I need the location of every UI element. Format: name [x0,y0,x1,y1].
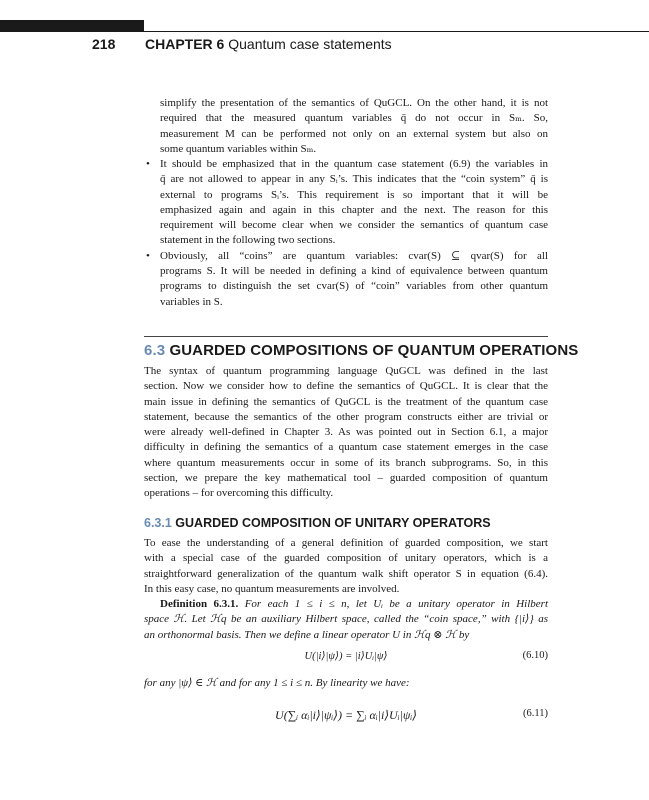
definition-text: For each 1 ≤ i ≤ n, let Uᵢ be a unitary operator in Hilbert [244,598,549,610]
bullet-line: programs S. It will be needed in defining a kind of equivalence between quantum [160,265,548,278]
bullet-line: It should be emphasized that in the quantum case statement (6.9) the variables in [160,158,548,170]
bullet-line: emphasized again and again in this chapter and the next. The reason for this [160,203,548,216]
chapter-heading [145,36,392,52]
subsection-line: with a special case of the guarded composition of unitary operators, which is a [144,552,548,565]
after-equation-text [144,676,548,691]
page-number: 218 [92,36,116,52]
chapter-title: Quantum case statements [228,36,392,52]
section-rule [144,336,548,337]
bullet-line: q̄ are not allowed to appear in any Sᵢ’s. This indicates that the “coin system” q̄ is [160,173,548,186]
header-rule [144,31,649,32]
definition-line [144,597,548,612]
definition-block [144,597,548,643]
subsection-heading [144,516,491,530]
section-line: operations – for overcoming this difficulty. [144,487,334,500]
intro-line: measurement M can be performed not only on an external system but also on [160,127,548,140]
bullet-line: requirement will become clear when we consider the semantics of quantum case [160,219,548,232]
section-line: where quantum measurements occur in some of its branch subprograms. So, in this [144,456,548,469]
intro-line: simplify the presentation of the semantics of QuGCL. On the other hand, it is not [160,97,548,109]
subsection-line: straightforward generalization of the quantum walk shift operator S in equation (6.4). [144,567,548,580]
bullet-line: variables in S. [160,295,223,308]
definition-label: Definition 6.3.1. [160,598,239,610]
subsection-title: GUARDED COMPOSITION OF UNITARY OPERATORS [175,516,491,530]
bullet-dot-icon: • [146,158,150,170]
section-line: main issue in defining the semantics of QuGCL is the treatment of the quantum case [144,395,548,408]
section-title: GUARDED COMPOSITIONS OF QUANTUM OPERATIONS [169,342,579,359]
equation-6-11 [144,708,548,728]
section-number: 6.3 [144,342,166,359]
subsection-line: To ease the understanding of a general definition of guarded composition, we start [144,537,548,549]
subsection-line: In this easy case, no quantum measurements are involved. [144,582,400,595]
bullet-item [144,249,548,310]
bullet-line: external to programs Sᵢ’s. This requirement is so important that it will be [160,188,548,201]
bullet-item [144,157,548,249]
intro-line: some quantum variables within Sₘ. [160,142,317,155]
section-line: were already well-defined in Chapter 3. As was pointed out in Section 6.1, a major [144,426,548,439]
definition-line: an orthonormal basis. Then we define a linear operator U in ℋq ⊗ ℋ by [144,628,470,641]
equation-6-10 [144,650,548,666]
equation-number: (6.10) [522,650,548,661]
equation-number: (6.11) [523,708,548,719]
bullet-dot-icon: • [146,249,150,262]
after-equation-line: for any |ψ⟩ ∈ ℋ and for any 1 ≤ i ≤ n. By linearity we have: [144,677,410,689]
bullet-line: statement in the following two sections. [160,234,336,247]
section-line: difficulty in defining the semantics of a quantum case statement emerges in the case [144,441,548,454]
section-line: The syntax of quantum programming language QuGCL was defined in the last [144,365,548,377]
bullet-line: Obviously, all “coins” are quantum variables: cvar(S) ⊆ qvar(S) for all [160,249,548,262]
intro-paragraph [160,96,548,157]
section-line: section, we prepare the key mathematical tool – guarded composition of quantum [144,472,548,485]
subsection-paragraph [144,536,548,597]
subsection-number: 6.3.1 [144,516,172,530]
bullet-list [144,157,548,310]
header-bar [0,20,144,32]
equation-body: U(|i⟩|ψ⟩) = |i⟩Uᵢ|ψ⟩ [304,651,388,662]
equation-body: U(∑ᵢ αᵢ|i⟩|ψᵢ⟩) = ∑ᵢ αᵢ|i⟩Uᵢ|ψᵢ⟩ [275,708,417,722]
section-line: statement, because the semantics of the other program constructs either are trivial or [144,410,548,423]
bullet-line: programs to distinguish the set cvar(S) of “coin” variables from other quantum [160,280,548,293]
section-line: section. Now we consider how to define the semantics of QuGCL. It is clear that the [144,380,548,393]
section-paragraph [144,364,548,502]
intro-line: required that the measured quantum variables q̄ do not occur in Sₘ. So, [160,112,548,125]
chapter-label: CHAPTER 6 [145,36,225,52]
section-heading [144,342,578,359]
running-header [0,36,649,58]
definition-line: space ℋ. Let ℋq be an auxiliary Hilbert space, called the “coin space,” with {|i⟩} as [144,613,548,626]
